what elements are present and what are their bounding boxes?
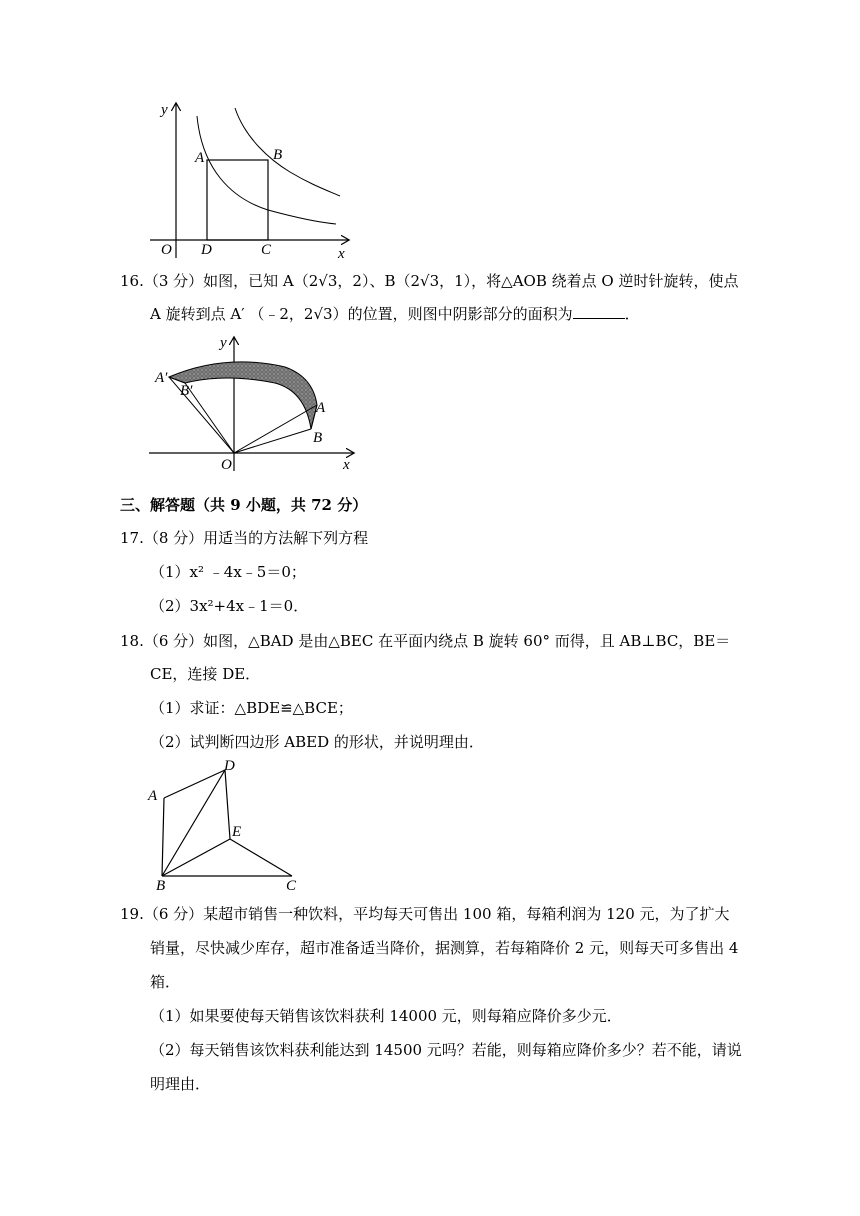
q19-line-2: 销量，尽快减少库存，超市准备适当降价，据测算，若每箱降价 2 元，则每天可多售出 4: [150, 939, 739, 957]
q18-line-1: 18.（6 分）如图，△BAD 是由△BEC 在平面内绕点 B 旋转 60° 而得，且 AB⊥BC，BE＝: [120, 632, 731, 650]
q18-line-2: CE，连接 DE．: [150, 665, 261, 683]
segment-o-b: [234, 429, 311, 453]
figure-q18-quadrilateral: [142, 756, 312, 892]
q17-part-1: （1）x² ﹣4x﹣5＝0；: [150, 563, 306, 581]
label-a: A: [316, 400, 326, 416]
q19-line-3: 箱．: [150, 973, 181, 991]
label-e: E: [232, 824, 242, 840]
q17-part-2: （2）3x²+4x﹣1＝0．: [150, 597, 309, 615]
label-c: C: [261, 242, 272, 258]
label-y: y: [161, 102, 168, 118]
q16-line-2-end: ．: [624, 305, 640, 323]
q19-line-1: 19.（6 分）某超市销售一种饮料，平均每天可售出 100 箱，每箱利润为 120 元，为了扩大: [120, 905, 730, 923]
label-b-prime: B′: [180, 383, 193, 399]
segment-a-b: [162, 798, 164, 876]
q19-part-1: （1）如果要使每天销售该饮料获利 14000 元，则每箱应降价多少元．: [150, 1007, 622, 1025]
hyperbola-outer: [235, 108, 340, 196]
q16-line-2-text: A 旋转到点 A′ （﹣2，2√3）的位置，则图中阴影部分的面积为: [150, 305, 573, 323]
q16-line-1: 16.（3 分）如图，已知 A（2√3，2）、B（2√3，1），将△AOB 绕着点 O 逆时针旋转，使点: [120, 272, 739, 290]
label-a: A: [195, 150, 205, 166]
label-a-prime: A′: [155, 370, 168, 386]
label-b: B: [273, 147, 283, 163]
label-origin: O: [221, 457, 232, 473]
segment-d-e: [225, 770, 230, 839]
label-d: D: [201, 242, 212, 258]
q17-stem: 17.（8 分）用适当的方法解下列方程: [120, 529, 369, 547]
figure-q16-rotation: [145, 333, 365, 475]
q16-line-2: [150, 304, 640, 324]
figure-q15-square-hyperbola: [140, 98, 360, 263]
label-y: y: [220, 335, 227, 351]
segment-o-a: [234, 405, 317, 453]
label-d: D: [224, 758, 235, 774]
label-c: C: [286, 878, 297, 892]
q19-part-2-line-1: （2）每天销售该饮料获利能达到 14500 元吗？若能，则每箱应降价多少？若不能，请说: [150, 1041, 742, 1059]
q18-part-2: （2）试判断四边形 ABED 的形状，并说明理由．: [150, 733, 484, 751]
label-x: x: [343, 457, 350, 473]
answer-blank: [573, 304, 625, 319]
segment-b-e: [162, 839, 230, 876]
section-heading: 三、解答题（共 9 小题，共 72 分）: [120, 496, 368, 514]
segment-o-a-prime: [169, 377, 234, 453]
q19-part-2-line-2: 明理由．: [150, 1075, 211, 1093]
label-b: B: [156, 878, 166, 892]
label-x: x: [338, 246, 345, 262]
segment-e-c: [230, 839, 292, 876]
label-a: A: [148, 788, 158, 804]
segment-a-d: [164, 770, 225, 798]
q18-part-1: （1）求证：△BDE≌△BCE；: [150, 699, 353, 717]
label-b: B: [313, 430, 323, 446]
segment-b-d: [162, 770, 225, 876]
hyperbola-inner: [197, 116, 336, 224]
label-origin: O: [161, 242, 172, 258]
